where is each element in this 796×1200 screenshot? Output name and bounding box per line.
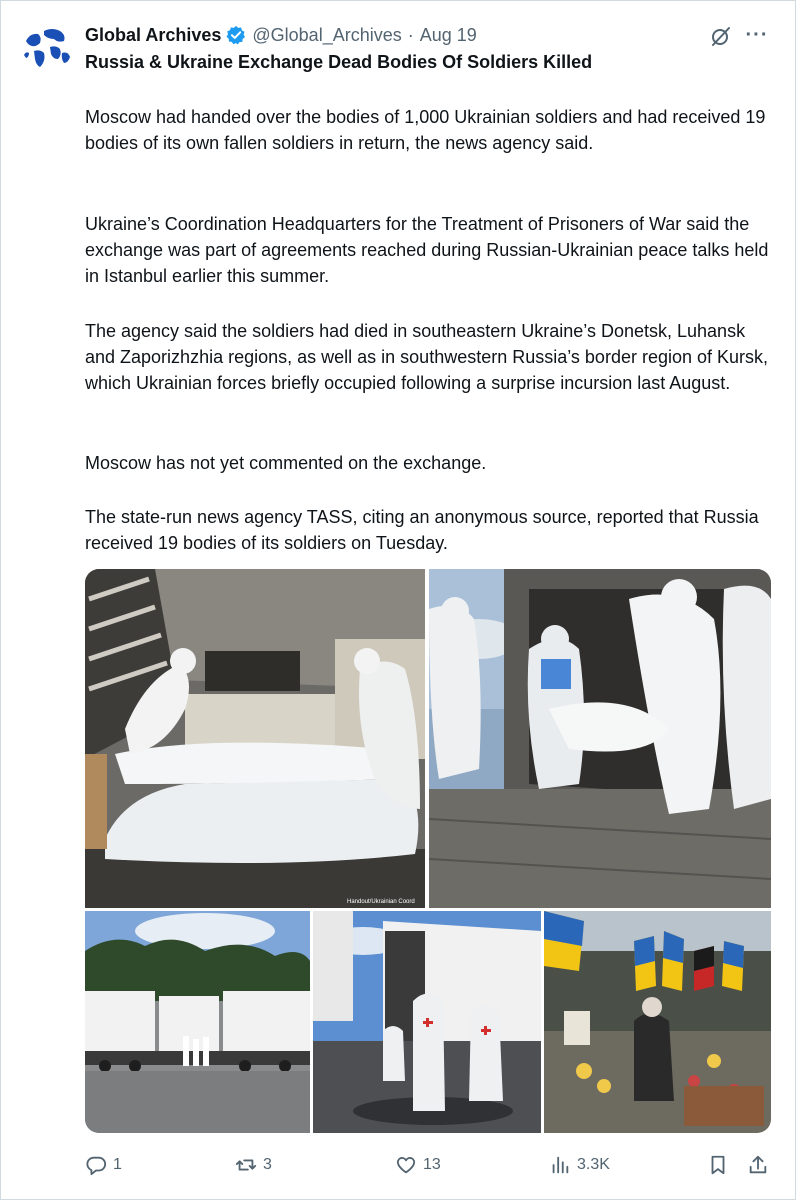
like-button[interactable] [395, 1152, 441, 1178]
post-paragraph: The agency said the soldiers had died in southeastern Ukraine’s Donetsk, Luhansk and Zaporizhzhia regions, as well as in southwestern Russia’s border region of Kursk, which Ukrainian forces briefly occupied following a surprise incursion last August. [85, 321, 769, 393]
globe-map-icon [20, 21, 74, 75]
photo-carrying-body[interactable] [429, 569, 771, 908]
repost-count: 3 [263, 1156, 272, 1173]
bookmark-icon [707, 1154, 729, 1176]
image-caption: Handout/Ukrainian Coord [347, 899, 415, 905]
post-headline: Russia & Ukraine Exchange Dead Bodies Of Soldiers Killed [85, 52, 593, 72]
heart-icon [395, 1154, 417, 1176]
reply-count: 1 [113, 1156, 122, 1173]
author-name[interactable]: Global Archives [85, 24, 222, 45]
post-paragraph: Moscow had handed over the bodies of 1,000 Ukrainian soldiers and had received 19 bodies of its own fallen soldiers in return, the news agency said. [85, 107, 766, 153]
photo-memorial-flags[interactable] [544, 911, 771, 1133]
like-count: 13 [423, 1156, 441, 1173]
author-avatar[interactable] [20, 21, 74, 75]
post-paragraph: The state-run news agency TASS, citing an anonymous source, reported that Russia received 19 bodies of its soldiers on Tuesday. [85, 507, 759, 553]
views-button[interactable] [549, 1152, 610, 1178]
post-paragraph: Moscow has not yet commented on the exchange. [85, 453, 487, 473]
media-grid [85, 569, 771, 1133]
grok-icon[interactable] [709, 24, 733, 48]
share-button[interactable] [747, 1152, 769, 1178]
action-bar [85, 1152, 775, 1178]
bookmark-button[interactable] [707, 1152, 729, 1178]
repost-icon [235, 1154, 257, 1176]
views-icon [549, 1154, 571, 1176]
share-icon [747, 1154, 769, 1176]
reply-button[interactable] [85, 1152, 122, 1178]
repost-button[interactable] [235, 1152, 272, 1178]
photo-workers-truck[interactable] [313, 911, 541, 1133]
author-handle[interactable]: @Global_Archives [252, 24, 402, 45]
views-count: 3.3K [577, 1156, 610, 1173]
separator-dot: · [407, 24, 414, 45]
verified-badge-icon[interactable] [226, 25, 246, 45]
photo-truck-interior[interactable] [85, 569, 425, 908]
more-icon[interactable]: ··· [745, 24, 769, 46]
post-paragraph: Ukraine’s Coordination Headquarters for the Treatment of Prisoners of War said the exchange was part of agreements reached during Russian-Ukrainian peace talks held in Istanbul earlier this summer. [85, 214, 769, 286]
tweet-header [85, 23, 477, 47]
reply-icon [85, 1154, 107, 1176]
post-date[interactable]: Aug 19 [419, 24, 477, 45]
photo-trucks-roadside[interactable] [85, 911, 310, 1133]
